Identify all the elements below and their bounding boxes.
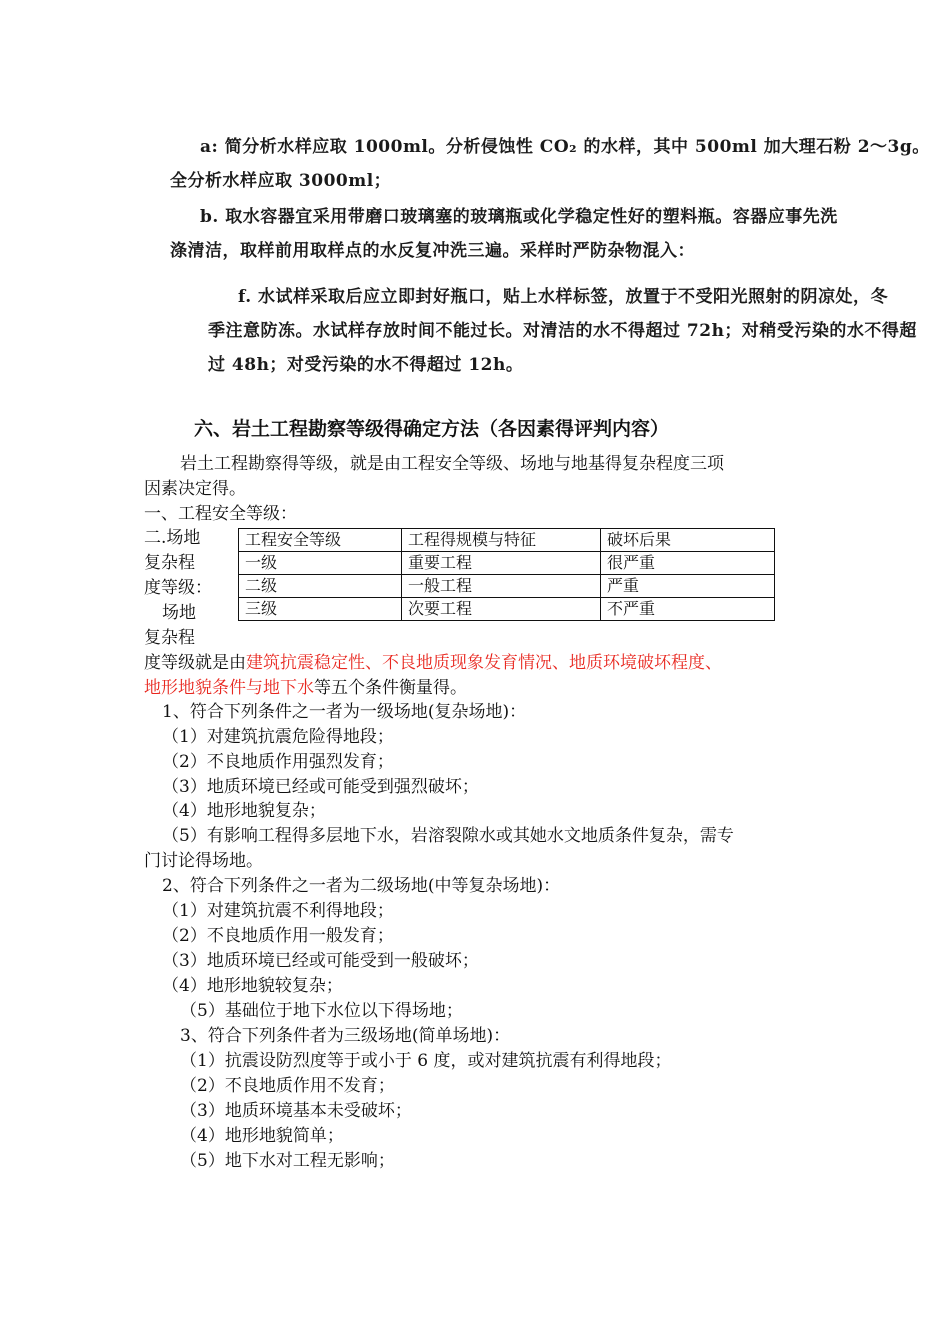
table-header-row (239, 529, 775, 552)
side-text-4: 场地 (162, 603, 196, 623)
list-item: 1、符合下列条件之一者为一级场地(复杂场地)： (162, 702, 527, 722)
paragraph-line-1 (144, 652, 722, 674)
scan-line-b1: b. 取水容器宜采用带磨口玻璃塞的玻璃瓶或化学稳定性好的塑料瓶。容器应事先洗 (200, 207, 838, 227)
table-cell: 三级 (239, 598, 402, 621)
list-item: （2）不良地质作用一般发育； (162, 926, 394, 946)
table-cell: 重要工程 (402, 552, 601, 575)
intro-line-1: 岩土工程勘察得等级，就是由工程安全等级、场地与地基得复杂程度三项 (180, 454, 724, 474)
table-cell: 很严重 (601, 552, 775, 575)
table-row (239, 575, 775, 598)
highlighted-text: 地形地貌条件与地下水 (144, 678, 314, 698)
list-item: （3）地质环境基本未受破坏； (180, 1101, 412, 1121)
list-item: （3）地质环境已经或可能受到一般破坏； (162, 951, 479, 971)
list-item: （4）地形地貌较复杂； (162, 976, 343, 996)
list-item: （5）有影响工程得多层地下水，岩溶裂隙水或其她水文地质条件复杂，需专 (162, 826, 734, 846)
list-item: （3）地质环境已经或可能受到强烈破坏； (162, 777, 479, 797)
section-1-title: 一、工程安全等级： (144, 504, 297, 524)
table-cell: 二级 (239, 575, 402, 598)
scan-line-a2: 全分析水样应取 3000ml； (170, 171, 392, 191)
highlighted-text: 建筑抗震稳定性、不良地质现象发育情况、地质环境破坏程度、 (246, 653, 722, 673)
scan-line-f3: 过 48h；对受污染的水不得超过 12h。 (208, 355, 524, 375)
side-text-3: 度等级： (144, 578, 212, 598)
safety-grade-table (238, 528, 775, 621)
table-header-cell: 工程得规模与特征 (402, 529, 601, 552)
list-item: （1）抗震设防烈度等于或小于 6 度，或对建筑抗震有利得地段； (180, 1051, 672, 1071)
table-cell: 严重 (601, 575, 775, 598)
scan-line-f1: f. 水试样采取后应立即封好瓶口，贴上水样标签，放置于不受阳光照射的阴凉处，冬 (238, 287, 889, 307)
side-text-5: 复杂程 (144, 628, 195, 648)
paragraph-text: 等五个条件衡量得。 (314, 678, 467, 698)
table-cell: 一级 (239, 552, 402, 575)
list-item: （2）不良地质作用不发育； (180, 1076, 395, 1096)
table-cell: 一般工程 (402, 575, 601, 598)
paragraph-line-2 (144, 677, 467, 699)
table-cell: 次要工程 (402, 598, 601, 621)
side-text-2: 复杂程 (144, 553, 195, 573)
table-row (239, 552, 775, 575)
table-header-cell: 破坏后果 (601, 529, 775, 552)
list-item: 门讨论得场地。 (144, 851, 263, 871)
list-item: （5）基础位于地下水位以下得场地； (180, 1001, 463, 1021)
scan-line-b2: 涤清洁，取样前用取样点的水反复冲洗三遍。采样时严防杂物混入： (170, 241, 695, 261)
intro-line-2: 因素决定得。 (144, 479, 246, 499)
section-heading: 六、岩土工程勘察等级得确定方法（各因素得评判内容） (194, 418, 670, 440)
scan-line-a1: a: 简分析水样应取 1000ml。分析侵蚀性 CO₂ 的水样，其中 500ml 加大理石粉 2～3g。 (200, 137, 930, 157)
list-item: （5）地下水对工程无影响； (180, 1151, 395, 1171)
list-item: （1）对建筑抗震危险得地段； (162, 727, 394, 747)
table-cell: 不严重 (601, 598, 775, 621)
table-row (239, 598, 775, 621)
list-item: （2）不良地质作用强烈发育； (162, 752, 394, 772)
side-text-1: 二.场地 (144, 528, 201, 548)
list-item: （4）地形地貌复杂； (162, 801, 326, 821)
list-item: 2、符合下列条件之一者为二级场地(中等复杂场地)： (162, 876, 561, 896)
list-item: （1）对建筑抗震不利得地段； (162, 901, 394, 921)
list-item: （4）地形地貌简单； (180, 1126, 344, 1146)
list-item: 3、符合下列条件者为三级场地(简单场地)： (180, 1026, 511, 1046)
scan-line-f2: 季注意防冻。水试样存放时间不能过长。对清洁的水不得超过 72h；对稍受污染的水不得超 (208, 321, 917, 341)
paragraph-text: 度等级就是由 (144, 653, 246, 673)
table-header-cell: 工程安全等级 (239, 529, 402, 552)
